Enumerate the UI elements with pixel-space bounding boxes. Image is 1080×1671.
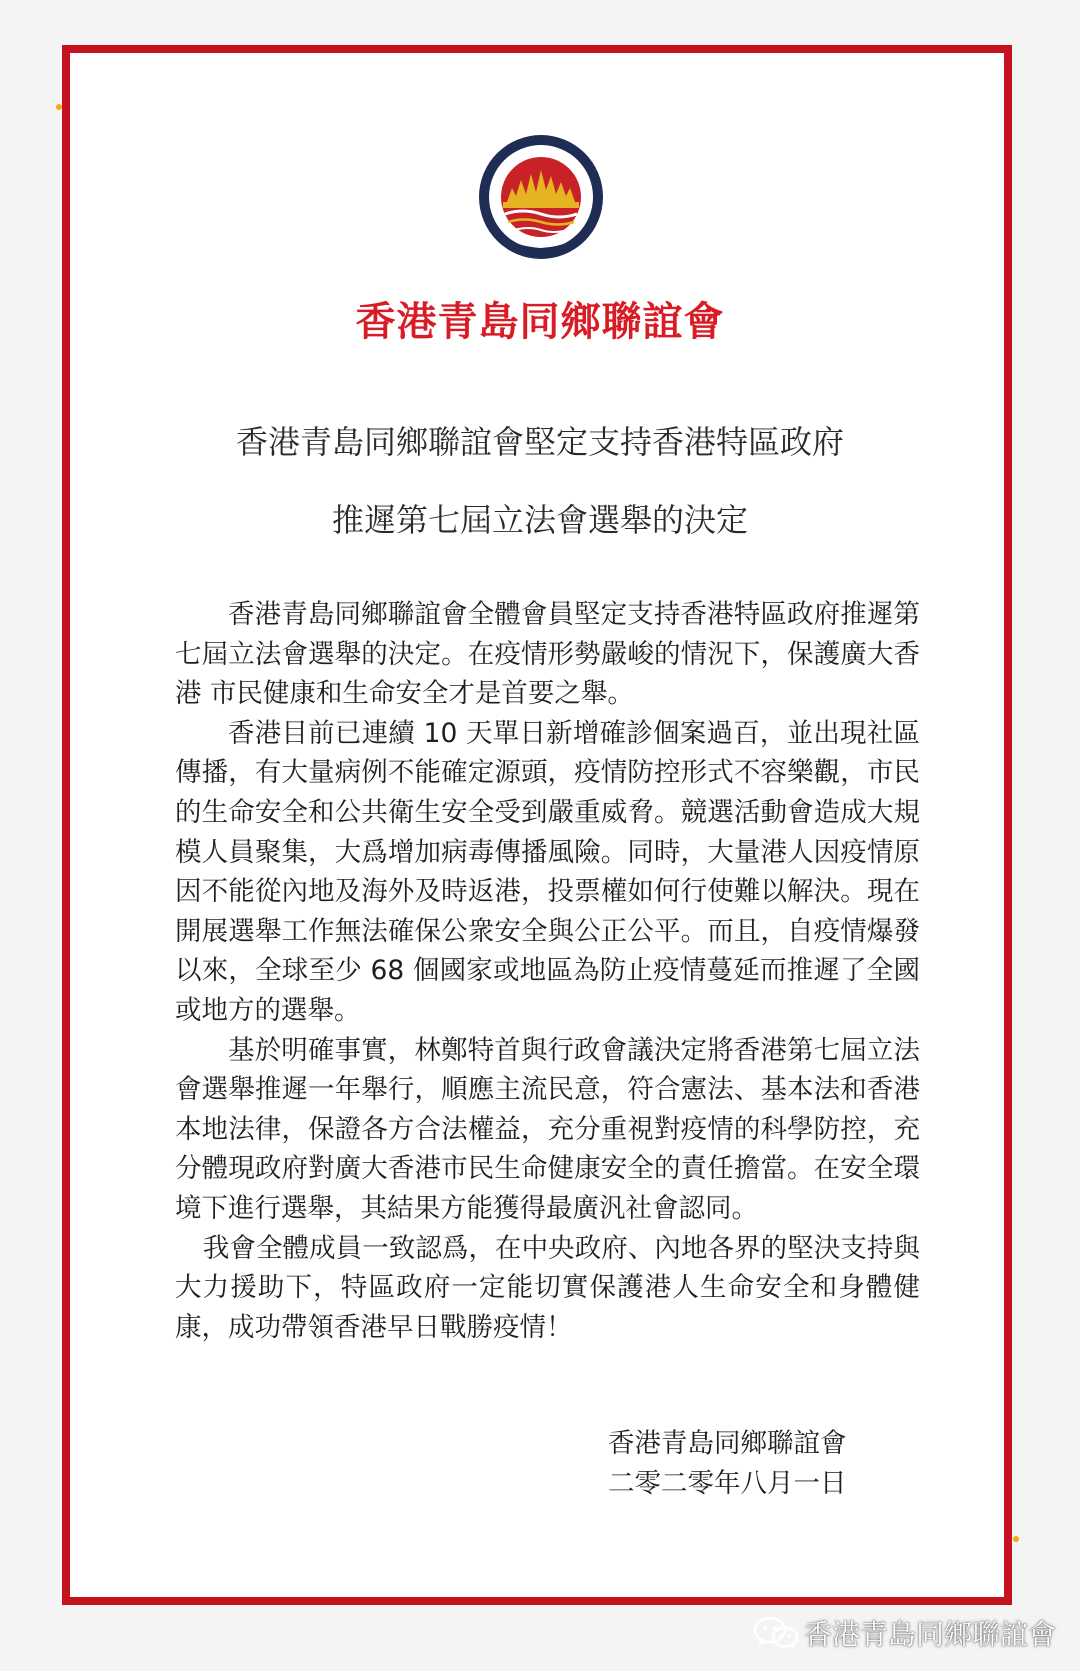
body-paragraph: 香港目前已連續 10 天單日新增確診個案過百，並出現社區傳播，有大量病例不能確定源頭，疫情防控形式不容樂觀，市民的生命安全和公共衛生安全受到嚴重威脅。競選活動會造成大規模人員聚集，大爲增加病毒傳播風險。同時，大量港人因疫情原因不能從內地及海外及時返港，投票權如何行使難以解決。現在開展選舉工作無法確保公衆安全與公正公平。而且，自疫情爆發以來，全球至少 68 個國家或地區為防止疫情蔓延而推遲了全國或地方的選舉。	[175, 717, 920, 1026]
edge-marker-dot	[1013, 1536, 1019, 1542]
body-paragraph: 香港青島同鄉聯誼會全體會員堅定支持香港特區政府推遲第七屆立法會選舉的決定。在疫情形勢嚴峻的情況下，保護廣大香港 市民健康和生命安全才是首要之舉。	[175, 599, 920, 710]
headline-line-1: 香港青島同鄉聯誼會堅定支持香港特區政府	[235, 423, 844, 461]
wechat-watermark	[752, 1610, 1056, 1656]
organization-title: 香港青島同鄉聯誼會	[355, 299, 725, 345]
association-seal-icon	[474, 130, 608, 264]
body-paragraph: 基於明確事實，林鄭特首與行政會議決定將香港第七屆立法會選舉推遲一年舉行，順應主流民意，符合憲法、基本法和香港本地法律，保證各方合法權益，充分重視對疫情的科學防控，充分體現政府對廣大香港市民生命健康安全的責任擔當。在安全環境下進行選舉，其結果方能獲得最廣汎社會認同。	[175, 1034, 920, 1224]
watermark-text: 香港青島同鄉聯誼會	[804, 1618, 1057, 1651]
body-paragraph: 我會全體成員一致認爲，在中央政府、內地各界的堅決支持與大力援助下，特區政府一定能切實保護港人生命安全和身體健康，成功帶領香港早日戰勝疫情！	[175, 1232, 920, 1343]
headline-line-2: 推遲第七屆立法會選舉的決定	[331, 501, 748, 539]
wechat-icon	[752, 1615, 800, 1651]
signature-organization: 香港青島同鄉聯誼會	[608, 1428, 847, 1459]
statement-body	[175, 595, 920, 1347]
signature-date: 二零二零年八月一日	[608, 1468, 847, 1499]
